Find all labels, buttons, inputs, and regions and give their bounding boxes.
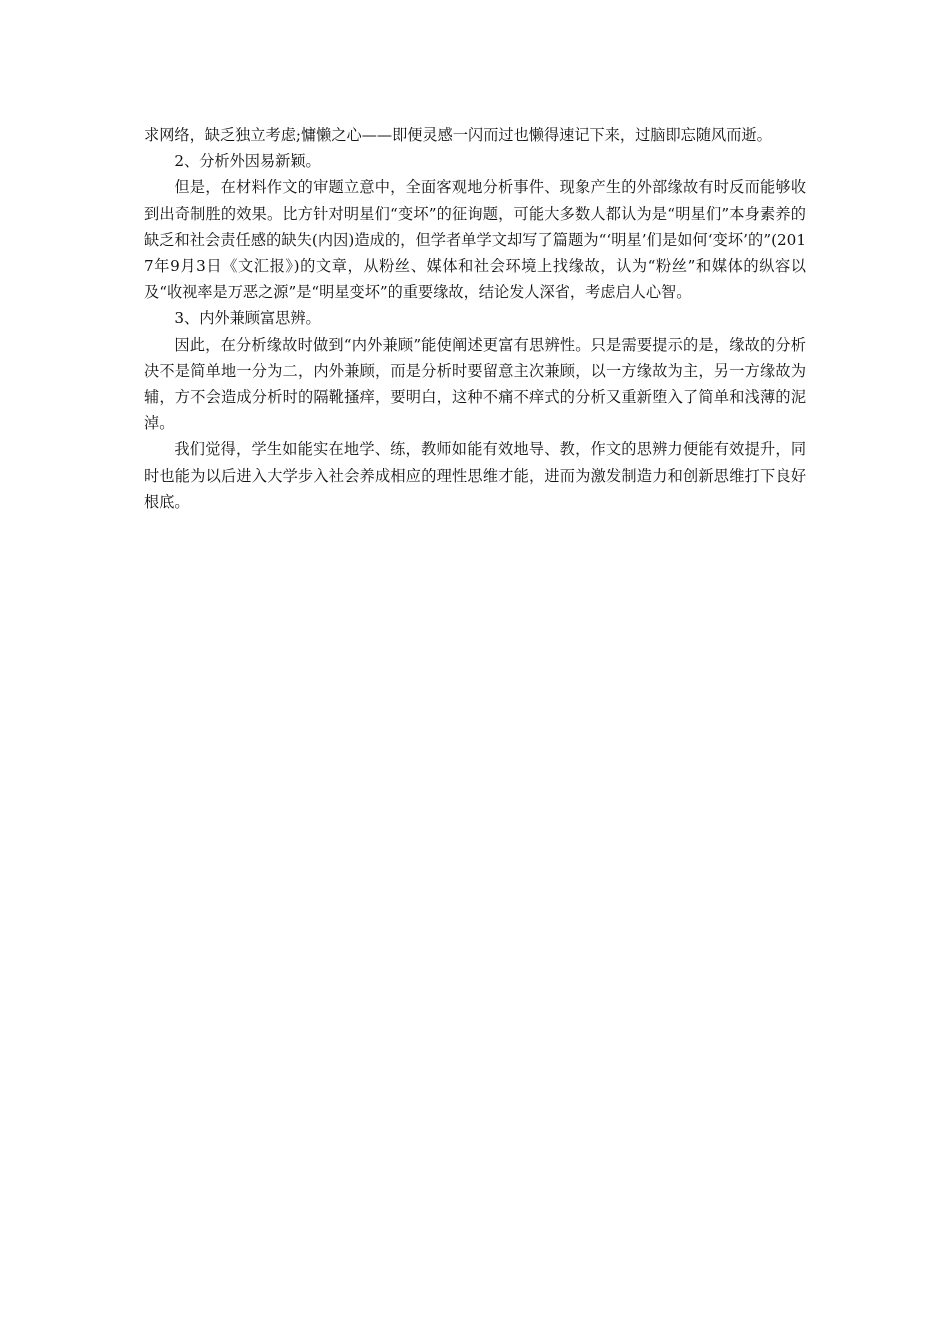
section-heading-3: 3、内外兼顾富思辨。 (174, 309, 321, 328)
paragraph-internal-external: 因此，在分析缘故时做到“内外兼顾”能使阐述更富有思辨性。只是需要提示的是，缘故的分析决不是简单地一分为二，内外兼顾，而是分析时要留意主次兼顾，以一方缘故为主，另一方缘故为辅，方不会造成分析时的隔靴搔痒，要明白，这种不痛不痒式的分析又重新堕入了简单和浅薄的泥淖。 (144, 335, 806, 433)
paragraph-continuation: 求网络，缺乏独立考虑;慵懒之心——即便灵感一闪而过也懒得速记下来，过脑即忘随风而逝。 (144, 126, 772, 144)
paragraph-conclusion: 我们觉得，学生如能实在地学、练，教师如能有效地导、教，作文的思辨力便能有效提升，同时也能为以后进入大学步入社会养成相应的理性思维才能，进而为激发制造力和创新思维打下良好根底。 (144, 440, 806, 511)
document-page (144, 122, 806, 515)
paragraph-external-causes: 但是，在材料作文的审题立意中，全面客观地分析事件、现象产生的外部缘故有时反而能够收到出奇制胜的效果。比方针对明星们“变坏”的征询题，可能大多数人都认为是“明星们”本身素养的缺乏和社会责任感的缺失(内因)造成的，但学者单学文却写了篇题为“‘明星’们是如何‘变坏’的”(2017年9月3日《文汇报》)的文章，从粉丝、媒体和社会环境上找缘故，认为“粉丝”和媒体的纵容以及“收视率是万恶之源”是“明星变坏”的重要缘故，结论发人深省，考虑启人心智。 (144, 178, 806, 302)
section-heading-2: 2、分析外因易新颖。 (174, 152, 321, 171)
